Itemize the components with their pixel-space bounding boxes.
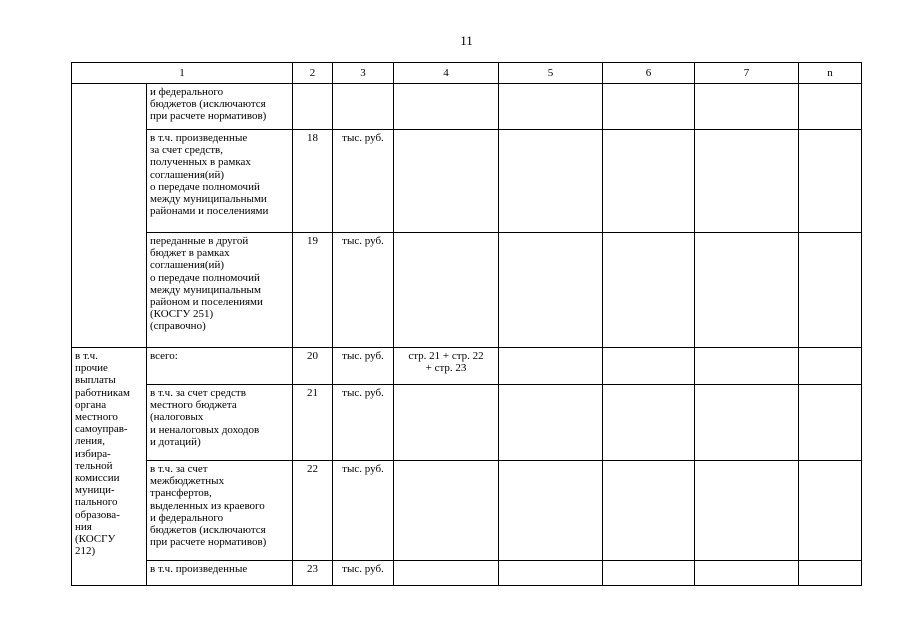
row-description: в т.ч. за счет межбюджетных трансфертов, выделенных из краевого и федерального бюджетов (исключаются при расчете нормативов)	[147, 461, 293, 561]
cell-col-5	[499, 385, 603, 461]
row-description: переданные в другой бюджет в рамках соглашения(ий) о передаче полномочий между муниципальным районом и поселениями (КОСГУ 251) (справочно)	[147, 233, 293, 348]
row-description: в т.ч. произведенные	[147, 561, 293, 586]
cell-col-n	[799, 461, 862, 561]
budget-form-table	[71, 62, 862, 586]
cell-col-6	[603, 84, 695, 130]
cell-col-5	[499, 561, 603, 586]
cell-col-n	[799, 385, 862, 461]
header-col-1: 1	[72, 63, 293, 84]
cell-col-6	[603, 348, 695, 385]
table-row	[72, 385, 862, 461]
cell-col-6	[603, 130, 695, 233]
row-unit: тыс. руб.	[333, 348, 394, 385]
cell-col-5	[499, 348, 603, 385]
cell-col-6	[603, 233, 695, 348]
page-number: 11	[460, 33, 473, 48]
cell-col-7	[695, 348, 799, 385]
cell-col-7	[695, 561, 799, 586]
row-line-number: 23	[293, 561, 333, 586]
row-line-number: 22	[293, 461, 333, 561]
table-row	[72, 348, 862, 385]
row-formula	[394, 385, 499, 461]
cell-col-6	[603, 461, 695, 561]
cell-col-n	[799, 84, 862, 130]
row-formula	[394, 233, 499, 348]
row-unit: тыс. руб.	[333, 385, 394, 461]
header-col-5: 5	[499, 63, 603, 84]
header-col-2: 2	[293, 63, 333, 84]
row-line-number	[293, 84, 333, 130]
cell-col-5	[499, 130, 603, 233]
group-cell-empty	[72, 84, 147, 348]
row-unit	[333, 84, 394, 130]
row-formula	[394, 561, 499, 586]
table-row	[72, 84, 862, 130]
cell-col-5	[499, 84, 603, 130]
group-label: в т.ч. прочие выплаты работникам органа местного самоуправ- ления, избира- тельной комиссии муници- пального образова- ния (КОСГУ 212)	[72, 348, 147, 586]
cell-col-n	[799, 233, 862, 348]
cell-col-6	[603, 385, 695, 461]
cell-col-7	[695, 385, 799, 461]
row-description: всего:	[147, 348, 293, 385]
row-formula: стр. 21 + стр. 22 + стр. 23	[394, 348, 499, 385]
cell-col-6	[603, 561, 695, 586]
cell-col-7	[695, 233, 799, 348]
header-col-7: 7	[695, 63, 799, 84]
cell-col-5	[499, 461, 603, 561]
header-col-3: 3	[333, 63, 394, 84]
header-row	[72, 63, 862, 84]
row-unit: тыс. руб.	[333, 561, 394, 586]
row-line-number: 21	[293, 385, 333, 461]
row-unit: тыс. руб.	[333, 130, 394, 233]
table-row	[72, 233, 862, 348]
row-line-number: 20	[293, 348, 333, 385]
row-line-number: 19	[293, 233, 333, 348]
header-col-n: n	[799, 63, 862, 84]
row-description: в т.ч. произведенные за счет средств, полученных в рамках соглашения(ий) о передаче полномочий между муниципальными районами и поселениями	[147, 130, 293, 233]
row-formula	[394, 461, 499, 561]
cell-col-5	[499, 233, 603, 348]
table-row	[72, 461, 862, 561]
row-description: и федерального бюджетов (исключаются при расчете нормативов)	[147, 84, 293, 130]
row-unit: тыс. руб.	[333, 233, 394, 348]
cell-col-n	[799, 348, 862, 385]
cell-col-7	[695, 461, 799, 561]
row-unit: тыс. руб.	[333, 461, 394, 561]
cell-col-n	[799, 561, 862, 586]
row-formula	[394, 84, 499, 130]
table-row	[72, 561, 862, 586]
row-description: в т.ч. за счет средств местного бюджета (налоговых и неналоговых доходов и дотаций)	[147, 385, 293, 461]
cell-col-7	[695, 84, 799, 130]
table-row	[72, 130, 862, 233]
row-formula	[394, 130, 499, 233]
cell-col-n	[799, 130, 862, 233]
cell-col-7	[695, 130, 799, 233]
header-col-4: 4	[394, 63, 499, 84]
header-col-6: 6	[603, 63, 695, 84]
row-line-number: 18	[293, 130, 333, 233]
